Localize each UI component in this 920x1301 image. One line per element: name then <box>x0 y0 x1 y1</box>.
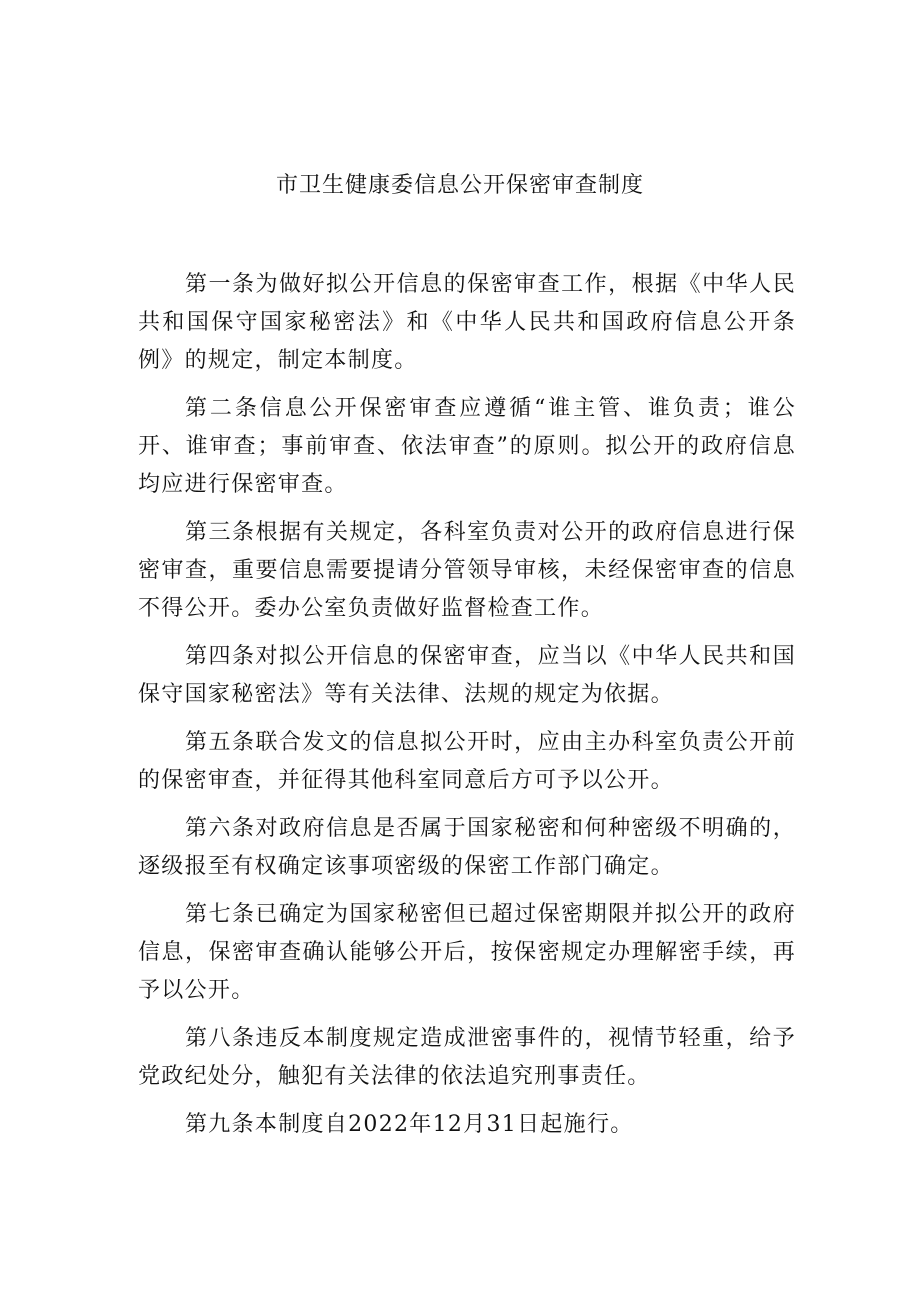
article-1: 第一条为做好拟公开信息的保密审查工作，根据《中华人民共和国保守国家秘密法》和《中华人民共和国政府信息公开条例》的规定，制定本制度。 <box>138 272 796 373</box>
article-8: 第八条违反本制度规定造成泄密事件的，视情节轻重，给予党政纪处分，触犯有关法律的依法追究刑事责任。 <box>138 1026 796 1089</box>
document-title: 市卫生健康委信息公开保密审查制度 <box>275 173 644 198</box>
document-body <box>138 266 796 1154</box>
article-5: 第五条联合发文的信息拟公开时，应由主办科室负责公开前的保密审查，并征得其他科室同意后方可予以公开。 <box>138 730 796 793</box>
article-4: 第四条对拟公开信息的保密审查，应当以《中华人民共和国保守国家秘密法》等有关法律、法规的规定为依据。 <box>138 644 796 707</box>
article-2: 第二条信息公开保密审查应遵循“谁主管、谁负责；谁公开、谁审查；事前审查、依法审查”的原则。拟公开的政府信息均应进行保密审查。 <box>138 396 796 497</box>
article-9: 第九条本制度自2022年12月31日起施行。 <box>185 1112 634 1137</box>
article-3: 第三条根据有关规定，各科室负责对公开的政府信息进行保密审查，重要信息需要提请分管领导审核，未经保密审查的信息不得公开。委办公室负责做好监督检查工作。 <box>138 520 796 621</box>
article-7: 第七条已确定为国家秘密但已超过保密期限并拟公开的政府信息，保密审查确认能够公开后，按保密规定办理解密手续，再予以公开。 <box>138 902 796 1003</box>
article-6: 第六条对政府信息是否属于国家秘密和何种密级不明确的，逐级报至有权确定该事项密级的保密工作部门确定。 <box>138 816 796 879</box>
